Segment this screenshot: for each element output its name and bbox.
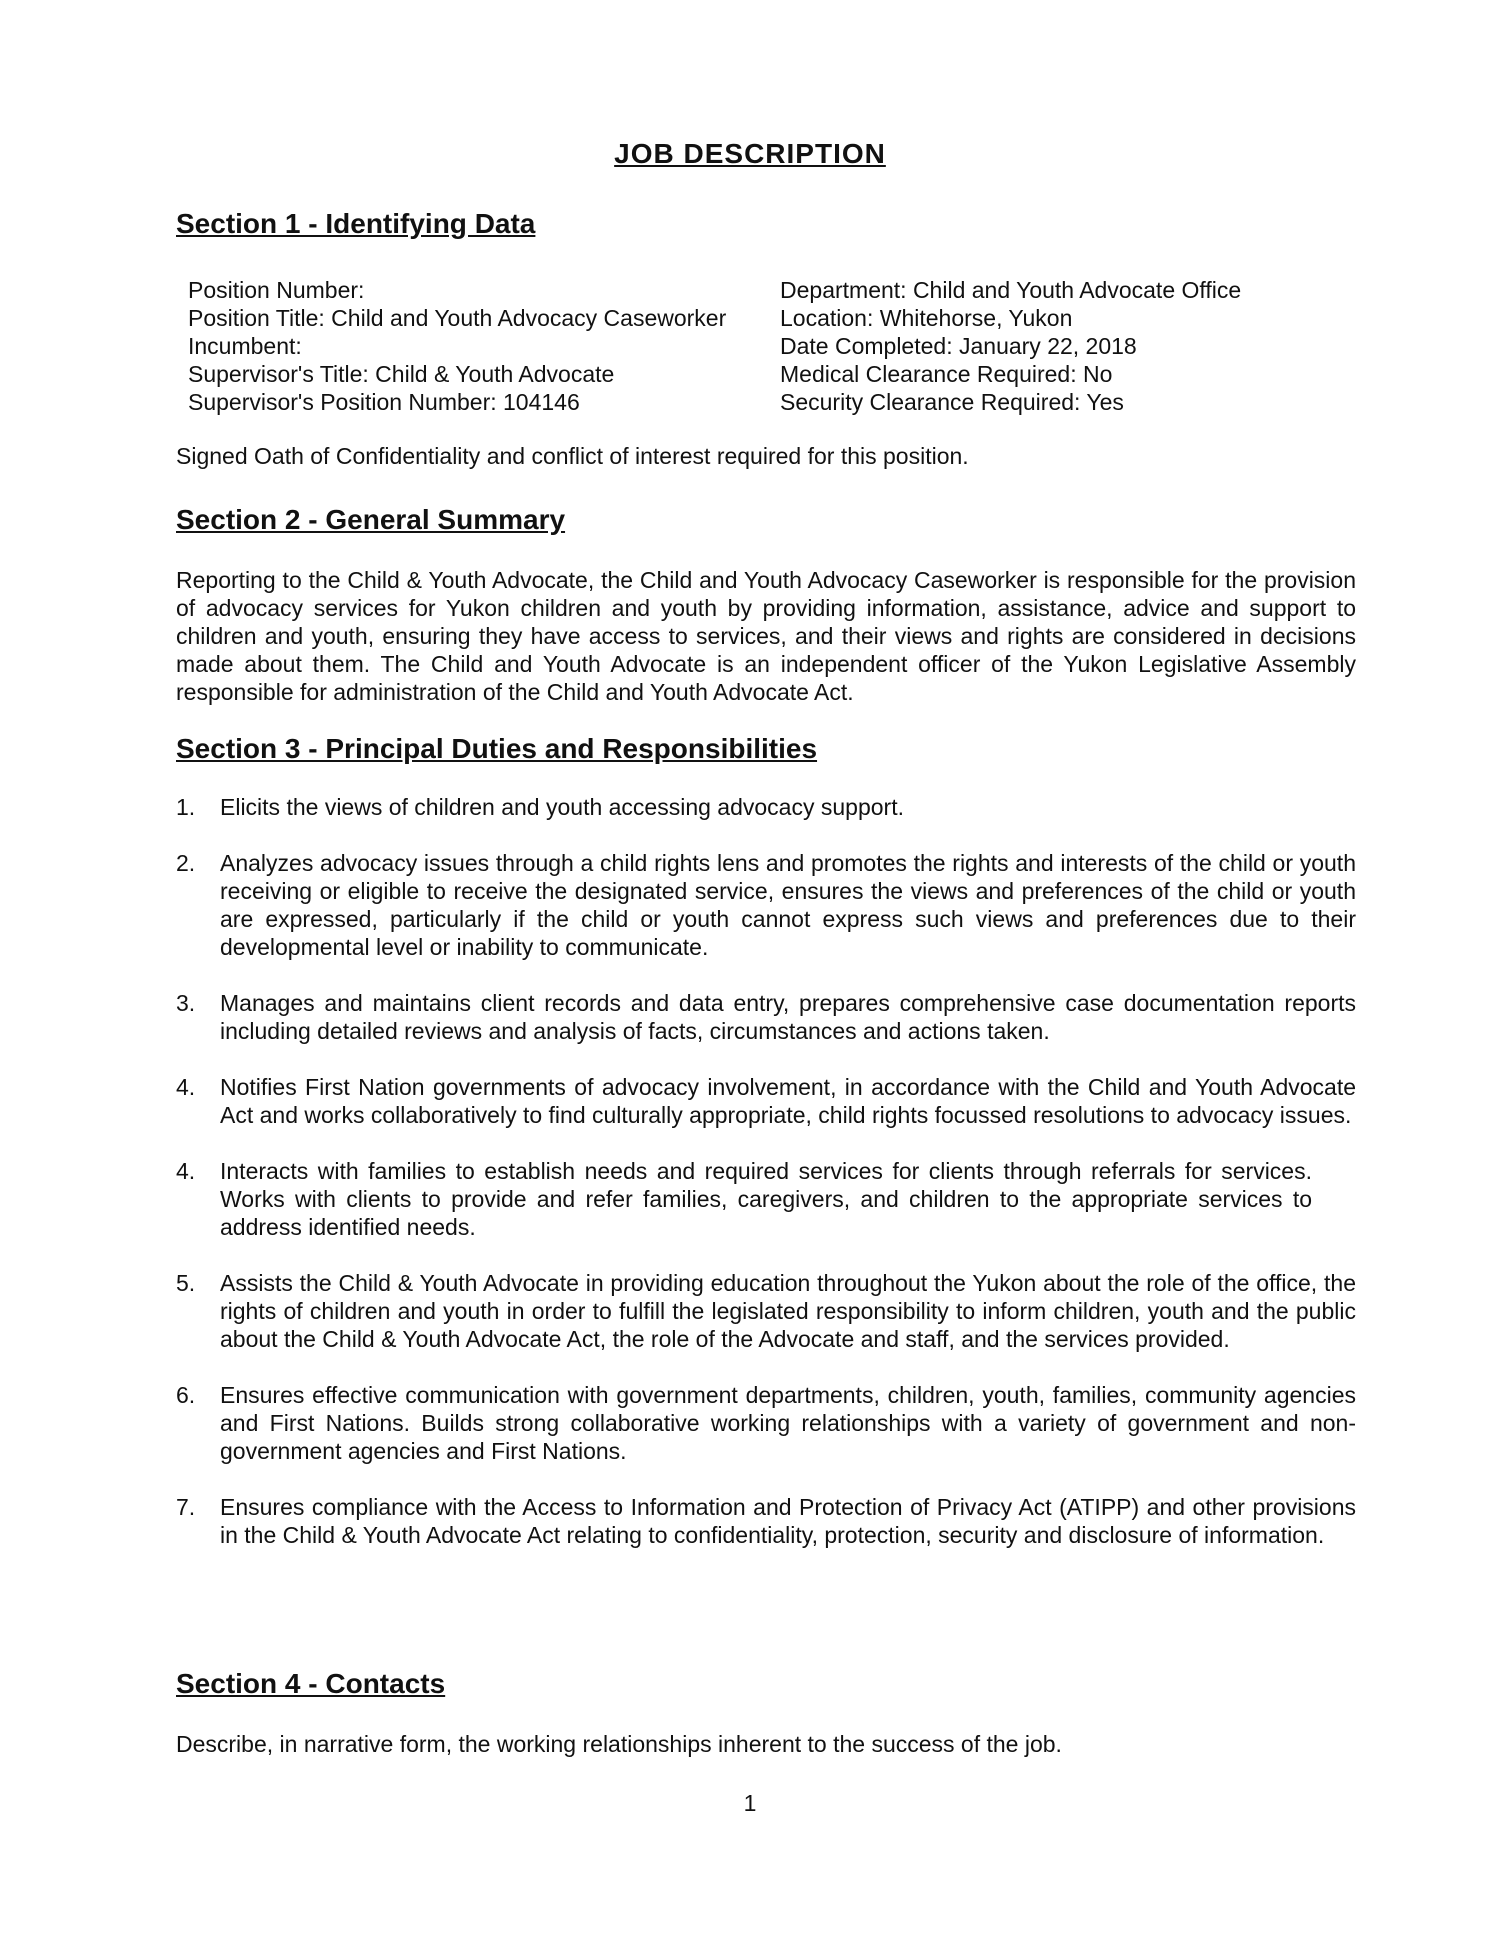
field-incumbent: Incumbent: [188,333,302,359]
list-item [176,1269,1356,1353]
item-number: 2. [176,850,196,876]
section-4-heading: Section 4 - Contacts [176,1668,446,1699]
document-title: JOB DESCRIPTION [614,138,886,169]
item-text: Interacts with families to establish needs and required services for clients through referrals for services. Works with clients to provide and refer families, caregivers, and children to the appropriate services to address identified needs. [220,1158,1312,1240]
list-item [176,1157,1356,1241]
item-number: 7. [176,1494,196,1520]
item-number: 1. [176,794,196,820]
section-2-heading: Section 2 - General Summary [176,504,566,535]
duties-list [176,793,1356,1577]
field-position-title: Position Title: Child and Youth Advocacy Caseworker [188,305,727,331]
list-item [176,793,1356,821]
field-position-number: Position Number: [188,277,365,303]
field-supervisor-title: Supervisor's Title: Child & Youth Advocate [188,361,615,387]
item-number: 5. [176,1270,196,1296]
item-number: 4. [176,1158,196,1184]
item-number: 4. [176,1074,196,1100]
page-number: 1 [743,1790,757,1816]
section-3-heading: Section 3 - Principal Duties and Responsibilities [176,733,818,764]
item-text: Ensures effective communication with government departments, children, youth, families, community agencies and First Nations. Builds strong collaborative working relationships with a variety of government and non-government agencies and First Nations. [220,1382,1356,1464]
list-item [176,1073,1356,1129]
item-number: 6. [176,1382,196,1408]
contacts-paragraph: Describe, in narrative form, the working relationships inherent to the success of the job. [176,1731,1062,1757]
field-security-clearance: Security Clearance Required: Yes [780,389,1124,415]
field-department: Department: Child and Youth Advocate Office [780,277,1242,303]
general-summary-paragraph: Reporting to the Child & Youth Advocate, the Child and Youth Advocacy Caseworker is responsible for the provision of advocacy services for Yukon children and youth by providing information, assistance, advice and support to children and youth, ensuring they have access to services, and their views and rights are considered in decisions made about them. The Child and Youth Advocate is an independent officer of the Yukon Legislative Assembly responsible for administration of the Child and Youth Advocate Act. [176,567,1356,705]
item-text: Manages and maintains client records and data entry, prepares comprehensive case documentation reports including detailed reviews and analysis of facts, circumstances and actions taken. [220,990,1356,1044]
identifying-data-right-column [780,276,1241,416]
item-text: Analyzes advocacy issues through a child rights lens and promotes the rights and interests of the child or youth receiving or eligible to receive the designated service, ensures the views and preferences of the child or youth are expressed, particularly if the child or youth cannot express such views and preferences due to their developmental level or inability to communicate. [220,850,1356,960]
list-item [176,1493,1356,1549]
item-text: Ensures compliance with the Access to Information and Protection of Privacy Act (ATIPP) and other provisions in the Child & Youth Advocate Act relating to confidentiality, protection, security and disclosure of information. [220,1494,1356,1548]
field-location: Location: Whitehorse, Yukon [780,305,1073,331]
item-number: 3. [176,990,196,1016]
section-1-heading: Section 1 - Identifying Data [176,208,536,239]
item-text: Assists the Child & Youth Advocate in providing education throughout the Yukon about the role of the office, the rights of children and youth in order to fulfill the legislated responsibility to inform children, youth and the public about the Child & Youth Advocate Act, the role of the Advocate and staff, and the services provided. [220,1270,1356,1352]
item-text: Notifies First Nation governments of advocacy involvement, in accordance with the Child and Youth Advocate Act and works collaboratively to find culturally appropriate, child rights focussed resolutions to advocacy issues. [220,1074,1356,1128]
list-item [176,1381,1356,1465]
confidentiality-note: Signed Oath of Confidentiality and conflict of interest required for this position. [176,443,969,469]
identifying-data-left-column [188,276,726,416]
item-text: Elicits the views of children and youth accessing advocacy support. [220,794,904,820]
list-item [176,849,1356,961]
field-medical-clearance: Medical Clearance Required: No [780,361,1113,387]
field-date-completed: Date Completed: January 22, 2018 [780,333,1137,359]
field-supervisor-position-number: Supervisor's Position Number: 104146 [188,389,580,415]
list-item [176,989,1356,1045]
